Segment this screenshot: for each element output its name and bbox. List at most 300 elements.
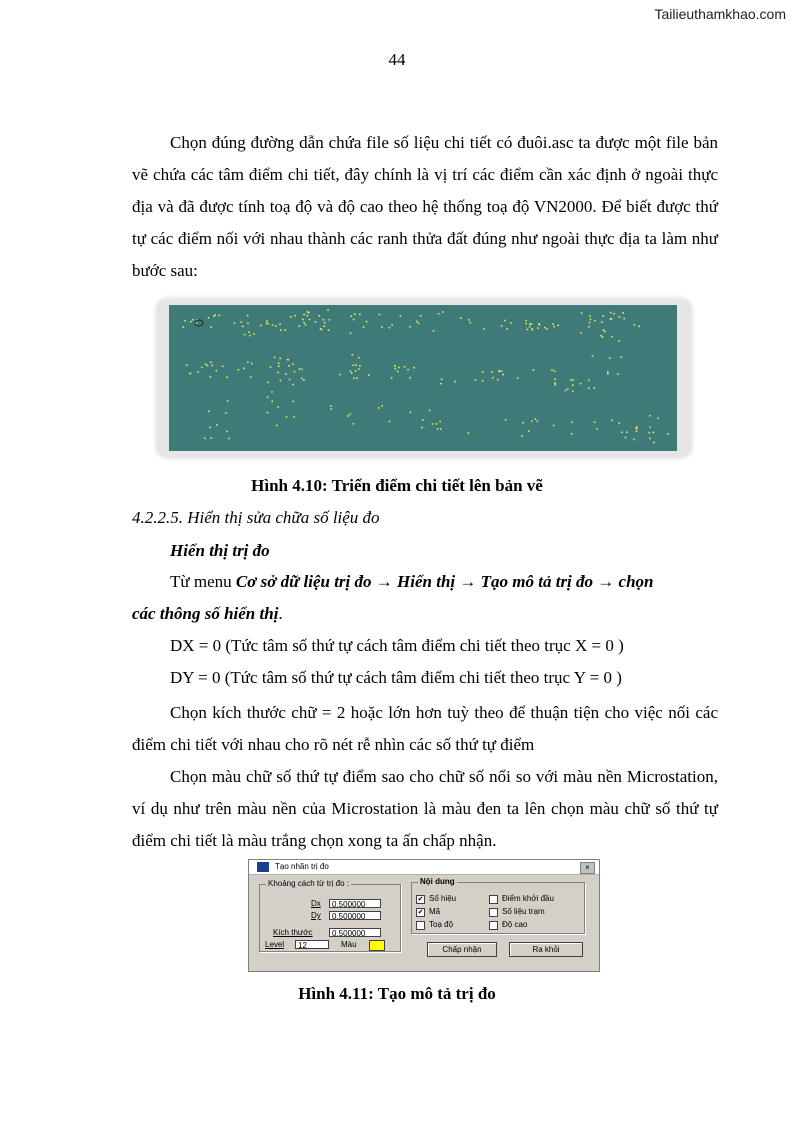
- cad-point: [260, 325, 262, 327]
- cad-point: [546, 328, 548, 330]
- cad-point: [531, 421, 533, 423]
- cad-point: [351, 372, 353, 374]
- cad-point: [618, 423, 620, 425]
- cad-point: [537, 421, 539, 423]
- cad-point: [553, 326, 555, 328]
- close-button[interactable]: ×: [580, 862, 595, 874]
- cad-point: [266, 323, 268, 325]
- cad-point: [404, 366, 406, 368]
- cad-point: [602, 336, 604, 338]
- dialog-titlebar: [249, 860, 599, 875]
- cad-point: [619, 316, 621, 318]
- cad-point: [293, 401, 295, 403]
- cad-point: [228, 438, 230, 440]
- cad-point: [468, 432, 470, 434]
- option-diem-khoi-dau: Điểm khởi đầu: [502, 894, 554, 903]
- cad-point: [378, 407, 380, 409]
- cad-point: [429, 410, 431, 412]
- cad-point: [505, 419, 507, 421]
- cad-point: [394, 365, 396, 367]
- cad-point: [592, 355, 594, 357]
- cad-point: [634, 324, 636, 326]
- cad-point: [596, 428, 598, 430]
- cad-point: [253, 333, 255, 335]
- cad-point: [354, 313, 356, 315]
- cad-point: [250, 376, 252, 378]
- cad-point: [594, 422, 596, 424]
- cad-point: [201, 367, 203, 369]
- watermark: Tailieuthamkhao.com: [654, 6, 786, 22]
- cad-point: [504, 320, 506, 322]
- size-paragraph: Chọn kích thước chữ = 2 hoặc lớn hơn tuỳ theo để thuận tiện cho việc nối các điểm chi tiết với nhau cho rõ nét rễ nhìn các số thứ tự điểm: [132, 703, 718, 754]
- cad-point: [292, 363, 294, 365]
- cad-point: [506, 328, 508, 330]
- cad-point: [238, 369, 240, 371]
- cad-point: [552, 323, 554, 325]
- cad-point: [607, 371, 609, 373]
- cad-point: [636, 427, 638, 429]
- cad-point: [247, 323, 249, 325]
- cad-point: [657, 418, 659, 420]
- cad-point: [594, 320, 596, 322]
- cad-point: [186, 364, 188, 366]
- cad-point: [537, 327, 539, 329]
- cad-point: [355, 370, 357, 372]
- cad-point: [623, 318, 625, 320]
- cad-point: [618, 340, 620, 342]
- cad-point: [610, 318, 612, 320]
- cad-point: [315, 321, 317, 323]
- cad-point: [278, 365, 280, 367]
- cad-point: [379, 314, 381, 316]
- menu-line-2: các thông số hiển thị.: [132, 604, 283, 623]
- cad-point: [440, 383, 442, 385]
- dx-line: DX = 0 (Tức tâm số thứ tự cách tâm điểm chi tiết theo trục X = 0 ): [170, 636, 624, 655]
- cad-point: [211, 437, 213, 439]
- cad-point: [205, 364, 207, 366]
- cad-point: [353, 319, 355, 321]
- cad-point: [602, 315, 604, 317]
- cad-point: [554, 384, 556, 386]
- cad-point: [210, 362, 212, 364]
- cad-point: [278, 362, 280, 364]
- cad-point: [243, 368, 245, 370]
- cad-point: [279, 324, 281, 326]
- cad-point: [226, 376, 228, 378]
- cad-point: [572, 384, 574, 386]
- cad-point: [532, 329, 534, 331]
- section-heading: 4.2.2.5. Hiển thị sửa chữa số liệu đo: [132, 508, 380, 527]
- cad-point: [241, 321, 243, 323]
- cad-point: [286, 416, 288, 418]
- cad-point: [622, 312, 624, 314]
- cad-point: [501, 325, 503, 327]
- cad-point: [588, 380, 590, 382]
- cad-point: [492, 377, 494, 379]
- distance-group-label: Khoảng cách từ trị đo :: [268, 879, 349, 888]
- cad-point: [649, 415, 651, 417]
- cad-point: [190, 373, 192, 375]
- cad-point: [280, 329, 282, 331]
- cad-point: [454, 381, 456, 383]
- cad-point: [407, 369, 409, 371]
- cad-point: [418, 323, 420, 325]
- cad-point: [409, 326, 411, 328]
- cad-point: [353, 423, 355, 425]
- cad-point: [544, 327, 546, 329]
- cad-point: [321, 329, 323, 331]
- cad-point: [319, 315, 321, 317]
- cad-point: [589, 322, 591, 324]
- cad-point: [330, 405, 332, 407]
- dy-line: DY = 0 (Tức tâm số thứ tự cách tâm điểm chi tiết theo trục Y = 0 ): [170, 668, 622, 687]
- cad-point: [288, 365, 290, 367]
- cad-point: [222, 366, 224, 368]
- checkbox-so-hieu[interactable]: ✔: [417, 896, 424, 903]
- cad-point: [517, 377, 519, 379]
- cad-point: [607, 373, 609, 375]
- cad-point: [289, 379, 291, 381]
- cad-point: [271, 401, 273, 403]
- cad-point: [533, 369, 535, 371]
- cad-point: [323, 325, 325, 327]
- cad-point: [580, 383, 582, 385]
- cad-point: [190, 321, 192, 323]
- cad-point: [422, 419, 424, 421]
- cad-point: [567, 388, 569, 390]
- cad-point: [234, 322, 236, 324]
- cad-point: [553, 425, 555, 427]
- cad-point: [267, 382, 269, 384]
- size-label: Kích thước: [273, 928, 313, 937]
- cad-point: [293, 416, 295, 418]
- level-field[interactable]: 12: [295, 940, 329, 949]
- cad-point: [436, 423, 438, 425]
- cad-point: [609, 357, 611, 359]
- cad-point: [416, 321, 418, 323]
- cad-point: [554, 382, 556, 384]
- cad-point: [307, 315, 309, 317]
- cad-point: [272, 324, 274, 326]
- figure2-caption: Hình 4.11: Tạo mô tả trị đo: [298, 984, 496, 1003]
- cad-point: [409, 377, 411, 379]
- cad-point: [299, 368, 301, 370]
- cad-point: [522, 422, 524, 424]
- cad-point: [588, 388, 590, 390]
- cad-point: [413, 367, 415, 369]
- cad-point: [499, 371, 501, 373]
- ok-button[interactable]: Chấp nhận: [427, 942, 497, 957]
- cad-point: [350, 371, 352, 373]
- checkbox-toa-do[interactable]: [416, 921, 425, 930]
- cad-point: [438, 313, 440, 315]
- cad-point: [475, 379, 477, 381]
- option-do-cao: Độ cao: [502, 920, 528, 929]
- cad-point: [277, 406, 279, 408]
- cad-point: [242, 326, 244, 328]
- size-field[interactable]: 0.500000: [329, 928, 381, 937]
- cad-point: [554, 379, 556, 381]
- cancel-button[interactable]: Ra khỏi: [509, 942, 583, 957]
- cad-point: [421, 427, 423, 429]
- cad-point: [420, 315, 422, 317]
- cad-point: [328, 329, 330, 331]
- cad-point: [303, 379, 305, 381]
- cad-point: [572, 391, 574, 393]
- cad-point: [554, 370, 556, 372]
- cad-point: [368, 374, 370, 376]
- cad-point: [363, 326, 365, 328]
- cad-point: [621, 432, 623, 434]
- cad-point: [301, 369, 303, 371]
- cad-point: [521, 435, 523, 437]
- cad-point: [351, 316, 353, 318]
- cad-point: [649, 438, 651, 440]
- cad-point: [279, 358, 281, 360]
- cad-point: [529, 326, 531, 328]
- cad-point: [572, 380, 574, 382]
- cad-point: [625, 437, 627, 439]
- intro-paragraph: Chọn đúng đường dẫn chứa file số liệu chi tiết có đuôi.asc ta được một file bản vẽ chứa các tâm điểm chi tiết, đây chính là vị trí các điểm cần xác định ở ngoài thực địa và đã được tính toạ độ và độ cao theo hệ thống toạ độ VN2000. Để biết được thứ tự các điểm nối với nhau thành các ranh thửa đất đúng như ngoài thực địa ta làm như bước sau:: [132, 133, 718, 280]
- cad-point: [359, 314, 361, 316]
- cad-point: [358, 368, 360, 370]
- color-swatch[interactable]: [369, 940, 385, 951]
- cad-point: [209, 427, 211, 429]
- level-label: Level: [265, 940, 285, 949]
- cad-point: [267, 323, 269, 325]
- cad-point: [247, 315, 249, 317]
- cad-point: [391, 324, 393, 326]
- cad-point: [483, 328, 485, 330]
- cad-point: [611, 420, 613, 422]
- cad-point: [649, 427, 651, 429]
- cad-point: [226, 431, 228, 433]
- cad-point: [601, 321, 603, 323]
- cad-point: [588, 326, 590, 328]
- color-label: Màu: [341, 940, 357, 949]
- cad-point: [501, 370, 503, 372]
- cad-point: [439, 421, 441, 423]
- cad-point: [502, 374, 504, 376]
- cad-point: [604, 331, 606, 333]
- cad-point: [497, 379, 499, 381]
- cad-point: [192, 319, 194, 321]
- cad-point: [667, 433, 669, 435]
- cad-point: [213, 316, 215, 318]
- cad-point: [468, 319, 470, 321]
- cad-point: [590, 319, 592, 321]
- cad-point: [620, 356, 622, 358]
- dx-label: Dx: [311, 899, 321, 908]
- cad-point: [482, 380, 484, 382]
- checkbox-so-lieu-tram[interactable]: [489, 908, 498, 917]
- cad-point: [294, 315, 296, 317]
- cad-point: [626, 431, 628, 433]
- cad-point: [347, 415, 349, 417]
- cad-point: [359, 365, 361, 367]
- cad-point: [267, 412, 269, 414]
- cad-canvas: [169, 305, 677, 451]
- cad-point: [308, 312, 310, 314]
- cad-point: [440, 428, 442, 430]
- cad-point: [391, 377, 393, 379]
- cad-point: [218, 315, 220, 317]
- cad-point: [227, 400, 229, 402]
- cad-point: [460, 317, 462, 319]
- cad-point: [441, 379, 443, 381]
- cad-point: [636, 431, 638, 433]
- cad-point: [211, 365, 213, 367]
- cad-point: [183, 326, 185, 328]
- menu-line: Từ menu Cơ sở dữ liệu trị đo → Hiển thị → Tạo mô tả trị đo → chọn: [170, 572, 654, 591]
- cad-point-cloud: [169, 305, 677, 451]
- cad-point: [196, 322, 198, 324]
- cad-point: [366, 321, 368, 323]
- cad-point: [600, 335, 602, 337]
- cad-point: [303, 314, 305, 316]
- option-ma: Mã: [429, 907, 441, 916]
- cad-point: [350, 333, 352, 335]
- cad-point: [381, 405, 383, 407]
- cad-point: [210, 376, 212, 378]
- cad-point: [400, 315, 402, 317]
- figure-cad-points: [157, 299, 691, 457]
- dy-field[interactable]: 0.500000: [329, 911, 381, 920]
- cad-point: [225, 412, 227, 414]
- cad-point: [292, 384, 294, 386]
- cad-point: [531, 323, 533, 325]
- cad-point: [302, 319, 304, 321]
- cad-point: [244, 334, 246, 336]
- cad-point: [358, 357, 360, 359]
- cad-point: [208, 317, 210, 319]
- cad-point: [470, 322, 472, 324]
- cad-point: [432, 423, 434, 425]
- cad-point: [527, 329, 529, 331]
- cad-point: [285, 373, 287, 375]
- cad-point: [270, 366, 272, 368]
- cad-point: [571, 422, 573, 424]
- cad-point: [327, 309, 329, 311]
- cad-point: [247, 362, 249, 364]
- cad-point: [653, 432, 655, 434]
- cad-point: [356, 377, 358, 379]
- cad-point: [266, 320, 268, 322]
- cad-point: [294, 371, 296, 373]
- page-number: 44: [388, 50, 406, 69]
- cad-point: [208, 411, 210, 413]
- cad-point: [389, 327, 391, 329]
- cad-point: [535, 418, 537, 420]
- cad-point: [611, 336, 613, 338]
- cad-point: [214, 314, 216, 316]
- cad-point: [551, 369, 553, 371]
- cad-point: [210, 326, 212, 328]
- cad-point: [529, 323, 531, 325]
- cad-point: [589, 315, 591, 317]
- cad-point: [510, 322, 512, 324]
- cad-point: [491, 371, 493, 373]
- cad-point: [649, 432, 651, 434]
- cad-point: [305, 324, 307, 326]
- cad-point: [395, 368, 397, 370]
- cad-point: [397, 371, 399, 373]
- cad-point: [580, 332, 582, 334]
- cad-point: [381, 326, 383, 328]
- cad-point: [197, 371, 199, 373]
- cad-point: [301, 378, 303, 380]
- cad-point: [287, 359, 289, 361]
- cad-point: [204, 438, 206, 440]
- cad-point: [571, 433, 573, 435]
- app-icon: [257, 862, 269, 872]
- cad-point: [290, 316, 292, 318]
- cad-point: [525, 320, 527, 322]
- cad-point: [603, 329, 605, 331]
- cad-point: [329, 319, 331, 321]
- checkbox-ma[interactable]: ✔: [417, 909, 424, 916]
- subheading: Hiển thị trị đo: [170, 541, 270, 560]
- cad-point: [565, 390, 567, 392]
- cad-point: [276, 425, 278, 427]
- content-group-label: Nội dung: [420, 877, 455, 886]
- cad-point: [557, 325, 559, 327]
- option-so-lieu-tram: Số liệu trạm: [502, 907, 545, 916]
- dialog-title: Tạo nhãn trị đo: [275, 862, 329, 871]
- cad-point: [303, 322, 305, 324]
- cad-point: [323, 319, 325, 321]
- cad-point: [525, 323, 527, 325]
- cad-point: [207, 365, 209, 367]
- cad-point: [216, 424, 218, 426]
- create-label-dialog: [248, 859, 600, 972]
- figure1-caption: Hình 4.10: Triển điểm chi tiết lên bản vẽ: [251, 476, 543, 495]
- cad-point: [538, 323, 540, 325]
- checkbox-do-cao[interactable]: [489, 921, 498, 930]
- cad-point: [410, 412, 412, 414]
- cad-point: [299, 325, 301, 327]
- cad-point: [398, 367, 400, 369]
- cad-point: [349, 414, 351, 416]
- cad-point: [324, 322, 326, 324]
- dx-field[interactable]: 0.500000: [329, 899, 381, 908]
- dy-label: Dy: [311, 911, 321, 920]
- cad-point: [482, 371, 484, 373]
- cad-point: [638, 326, 640, 328]
- cad-point: [184, 320, 186, 322]
- cad-point: [277, 372, 279, 374]
- cad-point: [437, 428, 439, 430]
- option-so-hieu: Số hiệu: [429, 894, 457, 903]
- cad-point: [285, 329, 287, 331]
- cad-point: [216, 370, 218, 372]
- cad-point: [353, 365, 355, 367]
- cad-point: [251, 363, 253, 365]
- cad-point: [271, 391, 273, 393]
- cad-point: [339, 374, 341, 376]
- cad-point: [613, 313, 615, 315]
- cad-point: [528, 431, 530, 433]
- cad-point: [274, 357, 276, 359]
- cad-point: [309, 319, 311, 321]
- cad-point: [352, 354, 354, 356]
- cad-point: [248, 331, 250, 333]
- cad-point: [331, 408, 333, 410]
- cad-point: [594, 387, 596, 389]
- cad-point: [442, 311, 444, 313]
- option-toa-do: Toạ độ: [429, 920, 454, 929]
- checkbox-diem-khoi-dau[interactable]: [489, 895, 498, 904]
